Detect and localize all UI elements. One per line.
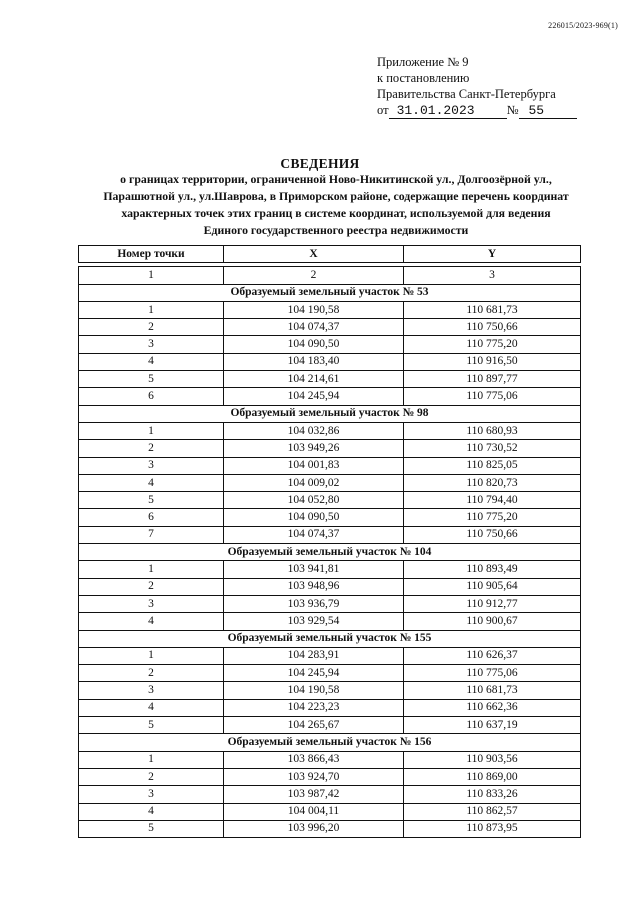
point-number-cell: 1 (79, 647, 224, 664)
y-coordinate-cell: 110 775,20 (404, 509, 581, 526)
table-row (79, 474, 581, 491)
x-coordinate-cell: 104 190,58 (224, 682, 404, 699)
x-coordinate-cell: 104 183,40 (224, 353, 404, 370)
section-title: Образуемый земельный участок № 98 (79, 405, 581, 422)
x-coordinate-cell: 104 265,67 (224, 717, 404, 734)
date-prefix: от (377, 103, 389, 117)
column-number-row (79, 267, 581, 284)
y-coordinate-cell: 110 626,37 (404, 647, 581, 664)
annex-number: 55 (519, 104, 577, 119)
table-row (79, 319, 581, 336)
point-number-cell: 4 (79, 613, 224, 630)
point-number-cell: 3 (79, 336, 224, 353)
x-coordinate-cell: 103 924,70 (224, 768, 404, 785)
x-coordinate-cell: 104 223,23 (224, 699, 404, 716)
annex-line-2: к постановлению (377, 71, 470, 85)
y-coordinate-cell: 110 681,73 (404, 301, 581, 318)
point-number-cell: 3 (79, 595, 224, 612)
x-coordinate-cell: 103 948,96 (224, 578, 404, 595)
table-row (79, 717, 581, 734)
x-coordinate-cell: 104 074,37 (224, 526, 404, 543)
section-title: Образуемый земельный участок № 104 (79, 544, 581, 561)
point-number-cell: 2 (79, 319, 224, 336)
table-row (79, 613, 581, 630)
table-row (79, 647, 581, 664)
section-title: Образуемый земельный участок № 155 (79, 630, 581, 647)
point-number-cell: 1 (79, 561, 224, 578)
y-coordinate-cell: 110 662,36 (404, 699, 581, 716)
table-row (79, 388, 581, 405)
y-coordinate-cell: 110 900,67 (404, 613, 581, 630)
point-number-cell: 2 (79, 578, 224, 595)
x-coordinate-cell: 104 214,61 (224, 371, 404, 388)
table-row (79, 786, 581, 803)
table-body (79, 263, 581, 838)
annex-line-1: Приложение № 9 (377, 55, 469, 69)
x-coordinate-cell: 104 245,94 (224, 388, 404, 405)
document-id: 226015/2023-969(1) (548, 21, 618, 30)
header-y: Y (404, 246, 581, 263)
x-coordinate-cell: 103 949,26 (224, 440, 404, 457)
point-number-cell: 5 (79, 717, 224, 734)
annex-date-line (377, 102, 577, 119)
section-title-row (79, 284, 581, 301)
point-number-cell: 1 (79, 301, 224, 318)
table-row (79, 699, 581, 716)
table-row (79, 561, 581, 578)
section-title-row (79, 405, 581, 422)
y-coordinate-cell: 110 873,95 (404, 820, 581, 837)
y-coordinate-cell: 110 637,19 (404, 717, 581, 734)
point-number-cell: 5 (79, 371, 224, 388)
table-row (79, 492, 581, 509)
y-coordinate-cell: 110 750,66 (404, 526, 581, 543)
subtitle-line-2: Парашютной ул., ул.Шаврова, в Приморском районе, содержащие перечень координат (103, 189, 569, 203)
y-coordinate-cell: 110 862,57 (404, 803, 581, 820)
table-row (79, 440, 581, 457)
table-row (79, 336, 581, 353)
point-number-cell: 6 (79, 388, 224, 405)
x-coordinate-cell: 104 074,37 (224, 319, 404, 336)
point-number-cell: 5 (79, 820, 224, 837)
header-point-number: Номер точки (79, 246, 224, 263)
point-number-cell: 3 (79, 682, 224, 699)
table-row (79, 751, 581, 768)
subtitle-line-3: характерных точек этих границ в системе координат, используемой для ведения (121, 206, 551, 220)
table-row (79, 422, 581, 439)
coordinates-table (78, 245, 581, 838)
x-coordinate-cell: 104 090,50 (224, 509, 404, 526)
x-coordinate-cell: 104 190,58 (224, 301, 404, 318)
table-row (79, 595, 581, 612)
y-coordinate-cell: 110 903,56 (404, 751, 581, 768)
x-coordinate-cell: 104 009,02 (224, 474, 404, 491)
y-coordinate-cell: 110 680,93 (404, 422, 581, 439)
document-title: СВЕДЕНИЯ (280, 156, 360, 171)
subtitle-line-1: о границах территории, ограниченной Ново-Никитинской ул., Долгоозёрной ул., (120, 172, 552, 186)
table-header-row (79, 246, 581, 263)
number-prefix: № (506, 103, 519, 117)
y-coordinate-cell: 110 775,20 (404, 336, 581, 353)
table-row (79, 371, 581, 388)
y-coordinate-cell: 110 869,00 (404, 768, 581, 785)
point-number-cell: 3 (79, 786, 224, 803)
point-number-cell: 4 (79, 803, 224, 820)
point-number-cell: 4 (79, 474, 224, 491)
annex-block (377, 54, 577, 119)
annex-date: 31.01.2023 (389, 104, 507, 119)
y-coordinate-cell: 110 916,50 (404, 353, 581, 370)
table-row (79, 768, 581, 785)
section-title-row (79, 734, 581, 751)
y-coordinate-cell: 110 912,77 (404, 595, 581, 612)
column-number-2: 2 (224, 267, 404, 284)
x-coordinate-cell: 103 941,81 (224, 561, 404, 578)
y-coordinate-cell: 110 730,52 (404, 440, 581, 457)
y-coordinate-cell: 110 775,06 (404, 388, 581, 405)
point-number-cell: 2 (79, 768, 224, 785)
x-coordinate-cell: 103 866,43 (224, 751, 404, 768)
y-coordinate-cell: 110 825,05 (404, 457, 581, 474)
y-coordinate-cell: 110 794,40 (404, 492, 581, 509)
x-coordinate-cell: 104 283,91 (224, 647, 404, 664)
y-coordinate-cell: 110 833,26 (404, 786, 581, 803)
y-coordinate-cell: 110 775,06 (404, 665, 581, 682)
point-number-cell: 2 (79, 665, 224, 682)
x-coordinate-cell: 103 929,54 (224, 613, 404, 630)
table-row (79, 526, 581, 543)
y-coordinate-cell: 110 750,66 (404, 319, 581, 336)
x-coordinate-cell: 103 936,79 (224, 595, 404, 612)
section-title-row (79, 544, 581, 561)
table-row (79, 578, 581, 595)
x-coordinate-cell: 104 052,80 (224, 492, 404, 509)
point-number-cell: 6 (79, 509, 224, 526)
annex-line-3: Правительства Санкт-Петербурга (377, 87, 556, 101)
x-coordinate-cell: 104 001,83 (224, 457, 404, 474)
y-coordinate-cell: 110 893,49 (404, 561, 581, 578)
point-number-cell: 2 (79, 440, 224, 457)
section-title: Образуемый земельный участок № 156 (79, 734, 581, 751)
point-number-cell: 4 (79, 699, 224, 716)
point-number-cell: 1 (79, 422, 224, 439)
table-row (79, 457, 581, 474)
document-subtitle (66, 171, 606, 239)
point-number-cell: 5 (79, 492, 224, 509)
x-coordinate-cell: 104 004,11 (224, 803, 404, 820)
point-number-cell: 4 (79, 353, 224, 370)
x-coordinate-cell: 103 987,42 (224, 786, 404, 803)
table-row (79, 301, 581, 318)
x-coordinate-cell: 104 245,94 (224, 665, 404, 682)
section-title-row (79, 630, 581, 647)
x-coordinate-cell: 103 996,20 (224, 820, 404, 837)
table-row (79, 509, 581, 526)
y-coordinate-cell: 110 820,73 (404, 474, 581, 491)
table-row (79, 665, 581, 682)
point-number-cell: 3 (79, 457, 224, 474)
table-row (79, 820, 581, 837)
table-row (79, 682, 581, 699)
point-number-cell: 7 (79, 526, 224, 543)
header-x: X (224, 246, 404, 263)
x-coordinate-cell: 104 090,50 (224, 336, 404, 353)
subtitle-line-4: Единого государственного реестра недвижимости (203, 223, 469, 237)
x-coordinate-cell: 104 032,86 (224, 422, 404, 439)
y-coordinate-cell: 110 681,73 (404, 682, 581, 699)
table-row (79, 803, 581, 820)
section-title: Образуемый земельный участок № 53 (79, 284, 581, 301)
y-coordinate-cell: 110 905,64 (404, 578, 581, 595)
y-coordinate-cell: 110 897,77 (404, 371, 581, 388)
column-number-3: 3 (404, 267, 581, 284)
point-number-cell: 1 (79, 751, 224, 768)
column-number-1: 1 (79, 267, 224, 284)
table-row (79, 353, 581, 370)
